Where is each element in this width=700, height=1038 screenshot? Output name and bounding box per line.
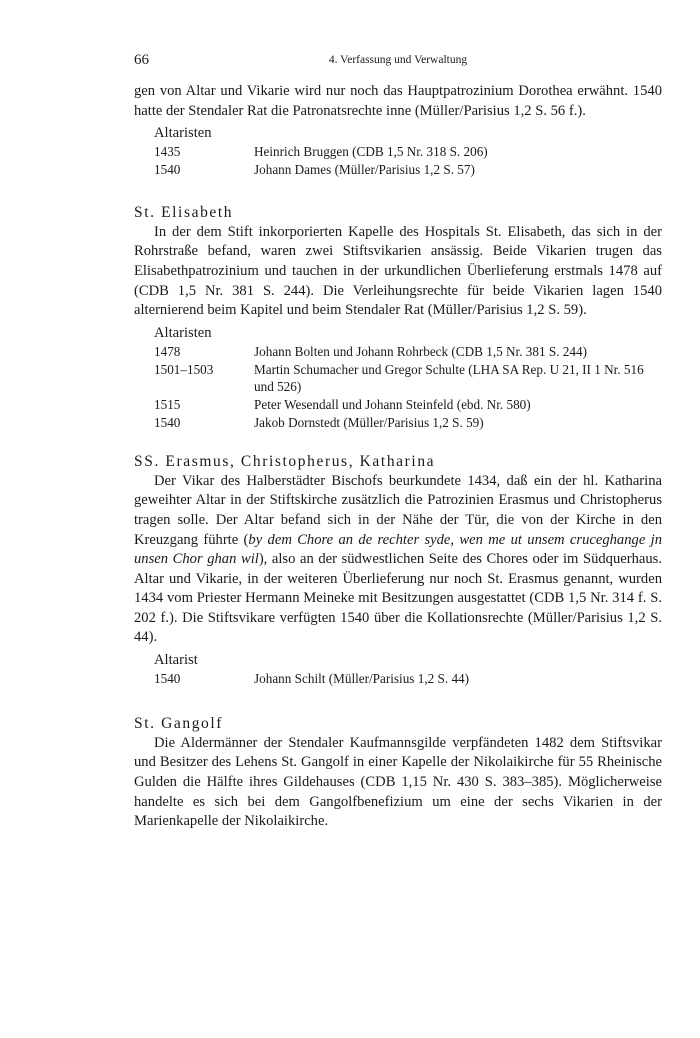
table-row [154, 361, 662, 397]
entry-year: 1540 [154, 414, 181, 430]
entry-year: 1515 [154, 397, 181, 413]
running-title: 4. Verfassung und Verwaltung [328, 54, 468, 66]
entry-year: 1435 [154, 144, 181, 160]
entry-name: Johann Dames (Müller/Parisius 1,2 S. 57) [254, 161, 475, 177]
entry-name: Johann Bolten und Johann Rohrbeck (CDB 1,5 Nr. 381 S. 244) [254, 343, 587, 359]
entry-year: 1540 [154, 161, 181, 177]
table-row [154, 414, 662, 432]
section-title-gangolf: St. Gangolf [134, 714, 224, 732]
table-row [154, 161, 662, 179]
intro-altaristen-table [154, 143, 662, 179]
intro-list-title: Altaristen [154, 125, 212, 142]
table-row [154, 143, 662, 161]
entry-name: Martin Schumacher und Gregor Schulte (LHA SA Rep. U 21, II 1 Nr. 516 und 526) [254, 361, 644, 395]
entry-year: 1540 [154, 671, 181, 687]
table-row [154, 343, 662, 361]
elisabeth-paragraph: In der dem Stift inkorporierten Kapelle des Hospitals St. Elisabeth, das sich in der Rohrstraße befand, waren zwei Stiftsvikarien ansässig. Beide Vikarien trugen das Elisabethpatrozinium und tauchen in der urkundlichen Überlieferung erstmals 1478 auf (CDB 1,5 Nr. 381 S. 244). Die Verleihungsrechte für beide Vikarien lagen 1540 alternierend beim Kapitel und beim Stendaler Rat (Müller/Parisius 1,2 S. 59). [134, 223, 662, 319]
elisabeth-list-title: Altaristen [154, 324, 212, 341]
table-row [154, 670, 662, 688]
gangolf-paragraph: Die Aldermänner der Stendaler Kaufmannsgilde verpfändeten 1482 dem Stiftsvikar und Besitzer des Lehens St. Gangolf in einer Kapelle der Nikolaikirche für 55 Rheinische Gulden die Hälfte ihres Gildehauses (CDB 1,15 Nr. 430 S. 383–385). Möglicherweise handelte es sich bei dem Gangolfbenefizium um eine der sechs Vikarien in der Marienkapelle der Nikolaikirche. [134, 734, 662, 830]
entry-year: 1478 [154, 343, 181, 359]
entry-name: Jakob Dornstedt (Müller/Parisius 1,2 S. 59) [254, 414, 484, 430]
page-header [134, 52, 662, 72]
table-row [154, 396, 662, 414]
erasmus-paragraph [134, 472, 662, 648]
erasmus-quote: by dem Chore an de rechter syde, wen me ut unsem cruceghange jn unsen Chor ghan wil [134, 531, 662, 568]
section-title-erasmus: SS. Erasmus, Christopherus, Katharina [134, 452, 436, 470]
page [134, 52, 662, 832]
erasmus-list-title: Altarist [154, 652, 198, 669]
page-number: 66 [134, 52, 149, 68]
elisabeth-altaristen-table [154, 343, 662, 432]
erasmus-text-before: Der Vikar des Halberstädter Bischofs beurkundete 1434, daß ein der hl. Katharina geweihter Altar in der Stiftskirche zusätzlich die Patrozinien Erasmus und Christopherus tragen solle. Der Altar befand sich in der Nähe der Tür, die von der Kirche in den Kreuzgang führte ( [134, 472, 662, 548]
entry-name: Johann Schilt (Müller/Parisius 1,2 S. 44) [254, 671, 470, 687]
entry-name: Heinrich Bruggen (CDB 1,5 Nr. 318 S. 206) [254, 144, 488, 160]
entry-name: Peter Wesendall und Johann Steinfeld (ebd. Nr. 580) [254, 397, 531, 413]
section-title-elisabeth: St. Elisabeth [134, 203, 234, 221]
intro-paragraph: gen von Altar und Vikarie wird nur noch das Hauptpatrozinium Dorothea erwähnt. 1540 hatte der Stendaler Rat die Patronatsrechte inne (Müller/Parisius 1,2 S. 56 f.). [134, 83, 662, 119]
erasmus-text-after: ), also an der südwestlichen Seite des Chores oder im Südquerhaus. Altar und Vikarie, in der weiteren Überlieferung nur noch St. Erasmus genannt, wurden 1434 vom Priester Hermann Meineke mit Besitzungen ausgestattet (CDB 1,5 Nr. 314 f. S. 202 f.). Die Stiftsvikare verfügten 1540 über die Kollationsrechte (Müller/Parisius 1,2 S. 44). [134, 551, 663, 646]
entry-year: 1501–1503 [154, 361, 214, 377]
erasmus-altarist-table [154, 670, 662, 688]
